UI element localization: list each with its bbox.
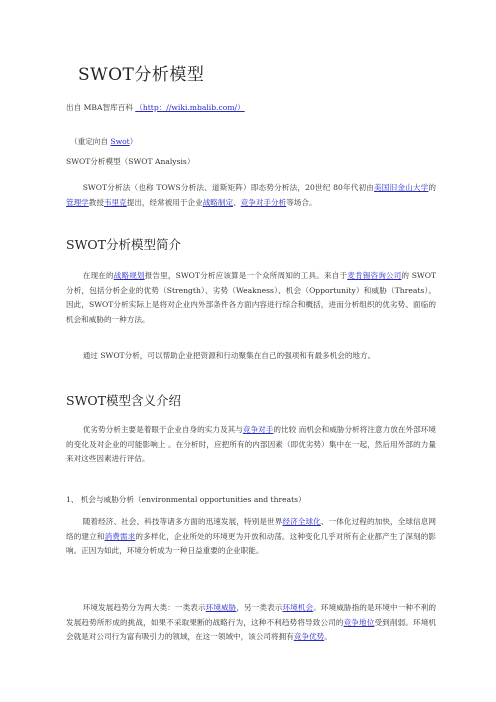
link-environmental-threat[interactable]: 环境威胁 (205, 603, 237, 612)
link-competitive-position[interactable]: 竞争地位 (343, 617, 375, 627)
redirect-line (70, 135, 440, 150)
intro-text-3: 教授 (88, 197, 104, 207)
s2p3-text-2: ，另一类表示 (236, 603, 283, 612)
s2p1-text-1: 优劣势分析主要是着眼于企业自身的实力及其与 (82, 425, 243, 434)
link-environmental-opportunity[interactable]: 环境机会 (282, 603, 314, 612)
link-strategic-planning[interactable]: 战略规划 (113, 271, 145, 280)
link-sf-state-university[interactable]: 美国旧金山大学 (374, 183, 429, 192)
source-url-link[interactable]: （http：//wiki.mbalib.com/） (135, 103, 245, 112)
s2p3-text-1: 环境发展趋势分为两大类：一类表示 (82, 603, 206, 612)
s1p1-text-2: 报告里，SWOT分析应该算是一个众所周知的工具。来自于 (144, 271, 348, 280)
s1p1-text-1: 在现在的 (82, 271, 114, 280)
section1-paragraph-2: 通过 SWOT分析，可以帮助企业把资源和行动聚集在自己的强项和有最多机会的地方。 (82, 351, 376, 360)
s2p2-text-1: 随着经济、社会、科技等诸多方面的迅速发展，特别是世界 (82, 517, 283, 526)
link-competitive-advantage[interactable]: 竞争优势 (293, 632, 325, 641)
s1p1-text-3: 的 SWOT分析，包括分析企业的优势（Strength）、劣势（Weakness）、机会（Opportunity）和威胁（Threats）。因此，SWOT分析实际上是将对企业内外部条件各方面内容进行综合和概括，进而分析组织的优劣势、面临的机会和威胁的一种方法。 (66, 271, 437, 324)
redirect-suffix: ） (129, 137, 138, 146)
section2-paragraph-1 (66, 423, 436, 467)
page-title: SWOT分析模型 (78, 65, 205, 85)
section-heading-intro: SWOT分析模型简介 (66, 237, 181, 252)
link-mckinsey[interactable]: 麦肯锡咨询公司 (347, 271, 402, 280)
intro-text-1: SWOT分析法（也称 TOWS分析法、道斯矩阵）即态势分析法，20世纪 80年代初由 (82, 183, 375, 192)
s2p3-text-5: 。 (324, 632, 332, 641)
redirect-prefix: （重定向自 (70, 137, 111, 146)
intro-text-6: 等场合。 (286, 197, 317, 207)
intro-text-5: 、 (233, 197, 241, 207)
link-competitor-analysis[interactable]: 竞争对手分析 (240, 197, 287, 207)
list-item-opportunities-threats: 1、 机会与威胁分析（environmental opportunities and threats） (66, 495, 306, 504)
link-management[interactable]: 管理学 (66, 197, 89, 207)
model-line: SWOT分析模型（SWOT Analysis） (66, 157, 195, 166)
source-prefix: 出自 MBA智库百科 (66, 103, 133, 112)
s2p3-text-4: 受到削弱。环境机会就是对公司行为富有吸引力的领域，在这一领域中，该公司将拥有 (66, 617, 437, 641)
link-weihrich[interactable]: 韦里克 (103, 197, 127, 207)
link-strategy-making[interactable]: 战略制定 (202, 197, 234, 207)
section2-paragraph-3 (66, 601, 436, 645)
s2p1-text-2: 的比较 而机会和威胁分析将注意力放在外部环境的变化及对企业的可能影响上 。在分析时，应把所有的内部因素（即优劣势）集中在一起，然后用外部的力量来对这些因素进行评估。 (66, 425, 437, 463)
link-economic-globalization[interactable]: 经济全球化 (282, 517, 321, 526)
section2-paragraph-2 (66, 515, 436, 559)
redirect-link[interactable]: Swot (110, 137, 130, 146)
s2p2-text-2: 、一体化过程的加快，全球信息网络的建立和 (66, 517, 437, 541)
s2p3-text-3: 。环境威胁指的是环境中一种不利的发展趋势所形成的挑战，如果不采取果断的战略行为，这种不利趋势将导致公司的 (66, 603, 437, 627)
section1-paragraph-1 (66, 269, 436, 327)
intro-text-4: 提出，经常被用于企业 (126, 197, 203, 207)
link-competitor[interactable]: 竞争对手 (242, 425, 274, 434)
link-consumer-demand[interactable]: 消费需求 (104, 531, 136, 541)
s2p2-text-3: 的多样化，企业所处的环境更为开放和动荡。这种变化几乎对所有企业都产生了深刻的影响。正因为如此，环境分析成为一种日益重要的企业职能。 (66, 531, 437, 555)
section-heading-meaning: SWOT模型含义介绍 (66, 393, 181, 408)
intro-text-2: 的 (428, 183, 437, 192)
source-line (66, 101, 436, 116)
intro-paragraph (66, 181, 436, 210)
